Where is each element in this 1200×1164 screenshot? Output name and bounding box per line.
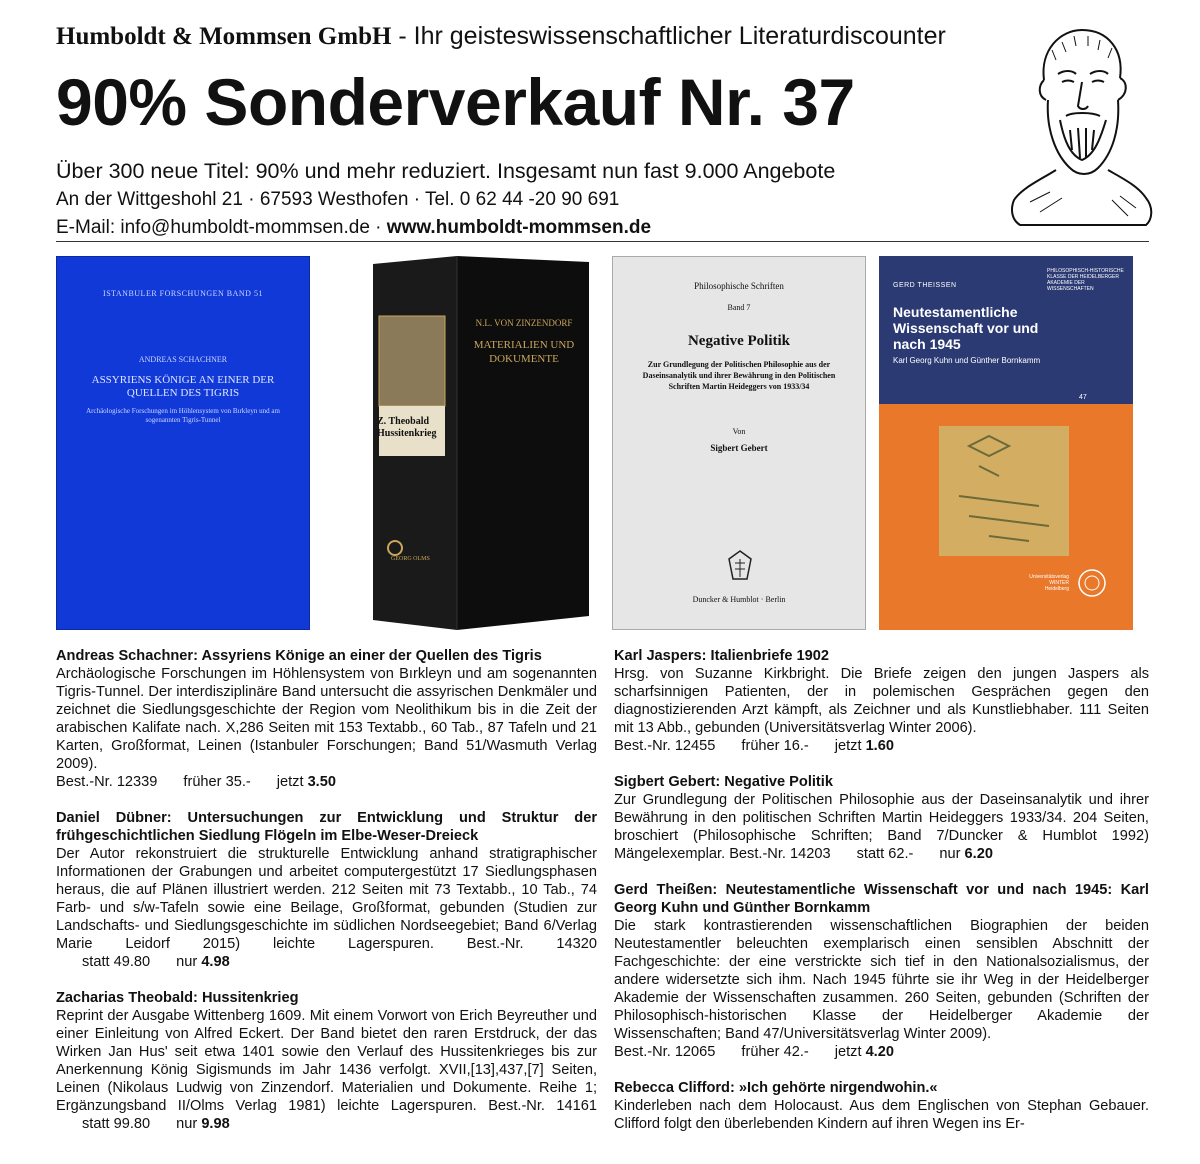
order-line (614, 1044, 894, 1060)
page-title: 90% Sonderverkauf Nr. 37 (56, 65, 855, 139)
cover-series: ISTANBULER FORSCHUNGEN BAND 51 (103, 289, 263, 298)
publisher-emblem-icon (725, 549, 755, 583)
cover-subtitle: Zur Grundlegung der Politischen Philosophie aus der Daseinsanalytik und ihrer Bewährung in den Politischen Schriften Martin Heideggers von 1933/34 (642, 360, 836, 391)
new-price-label: nur (176, 1116, 202, 1132)
cover-series: Philosophische Schriften (694, 281, 784, 291)
entry-description: Kinderleben nach dem Holocaust. Aus dem Englischen von Stephan Gebauer. Clifford folgt den überlebenden Kindern auf ihren Wegen ins Er- (614, 1098, 1149, 1132)
entry-title[interactable]: Rebecca Clifford: »Ich gehörte nirgendwohin.« (614, 1080, 938, 1096)
list-item (56, 647, 597, 791)
cover-publisher: Duncker & Humblot · Berlin (692, 595, 786, 604)
entry-description: Die stark kontrastierenden wissenschaftlichen Biographien der beiden Neutestamentler beleuchten exemplarisch einen sensiblen Abschnitt der Fachgeschichte: der eine verstrickte sich tief in den Nationalsozialismus, der andere widersetzte sich ihm. Nach 1945 führte sie ihr Weg in der Heidelberger Akademie der Wissenschaften zusammen. 260 Seiten, gebunden (Schriften der Philosophisch-historischen Klasse der Heidelberger Akademie der Wissenschaften; Band 47/Universitätsverlag Winter 2009). (614, 918, 1149, 1042)
old-price: früher 42.- (741, 1044, 809, 1060)
old-price: statt 99.80 (82, 1116, 151, 1132)
entry-description: Zur Grundlegung der Politischen Philosophie aus der Daseinsanalytik und ihrer Bewährung in den politischen Schriften Martin Heideggers 1933/34. 204 Seiten, broschiert (Philosophische Schriften; Band 7/Duncker & Humblot 1992) Mängelexemplar. Best.-Nr. 14203 (614, 792, 1149, 862)
email-text[interactable]: E-Mail: info@humboldt-mommsen.de · (56, 217, 387, 238)
inscription-stone-icon (929, 416, 1079, 566)
new-price: 6.20 (964, 846, 993, 862)
cover-author: N.L. VON ZINZENDORF (475, 318, 573, 328)
book-cover-assyriens[interactable] (56, 256, 310, 630)
new-price: 4.20 (865, 1044, 894, 1060)
entry-description: Hrsg. von Suzanne Kirkbright. Die Briefe zeigen den jungen Jaspers als scharfsinnigen Patienten, der in polemischen Gesprächen gegen den diagnostizierenden Arzt kämpft, als Zeichner und als Kunstliebhaber. 111 Seiten mit 13 Abb., gebunden (Universitätsverlag Winter 2006). (614, 666, 1149, 736)
entry-description: Archäologische Forschungen im Höhlensystem von Bırkleyn und am sogenannten Tigris-Tunnel. Der interdisziplinäre Band untersucht die assyrischen Denkmäler und zeichnet die Siedlungsgeschichte der Region vom Neolithikum bis in die Zeit der arabischen Kalifate nach. X,286 Seiten mit 153 Textabb., 60 Tab., 87 Tafeln und 21 Karten, Großformat, Leinen (Istanbuler Forschungen; Band 51/Wasmuth Verlag 2009). (56, 666, 597, 772)
book-volume-illustration (371, 256, 591, 630)
divider (56, 241, 1149, 242)
company-line (56, 22, 946, 51)
cover-number: 47 (1079, 394, 1087, 401)
new-price-label: nur (939, 846, 965, 862)
cover-publisher: Universitätsverlag WINTER Heidelberg (1029, 574, 1069, 592)
entry-title[interactable]: Sigbert Gebert: Negative Politik (614, 774, 833, 790)
list-item (614, 881, 1149, 1061)
new-price: 1.60 (865, 738, 894, 754)
old-price: früher 16.- (741, 738, 809, 754)
list-item (56, 809, 597, 971)
cover-von: Von (732, 427, 746, 436)
new-price: 9.98 (201, 1116, 230, 1132)
new-price-label: jetzt (834, 1044, 866, 1060)
cover-title: ASSYRIENS KÖNIGE AN EINER DER QUELLEN DES TIGRIS (91, 374, 275, 399)
old-price: statt 49.80 (82, 954, 151, 970)
book-cover-neutestamentliche[interactable] (879, 256, 1133, 630)
contact-line (56, 217, 651, 239)
old-price: früher 35.- (183, 774, 251, 790)
cover-publisher: GEORG OLMS (391, 556, 430, 562)
spine-title: Z. Theobald Hussitenkrieg (377, 416, 437, 439)
order-line (56, 1116, 230, 1132)
tagline: - Ihr geisteswissenschaftlicher Literaturdiscounter (391, 22, 946, 50)
cover-series: PHILOSOPHISCH-HISTORISCHE KLASSE DER HEIDELBERGER AKADEMIE DER WISSENSCHAFTEN (1047, 268, 1124, 292)
philosopher-bust-icon (1000, 20, 1160, 235)
list-item (614, 773, 1149, 863)
list-item (56, 989, 597, 1133)
subline: Über 300 neue Titel: 90% und mehr reduziert. Insgesamt nun fast 9.000 Angebote (56, 159, 836, 183)
entry-title[interactable]: Andreas Schachner: Assyriens Könige an einer der Quellen des Tigris (56, 648, 542, 664)
book-cover-hussitenkrieg[interactable] (341, 256, 595, 630)
new-price-label: nur (176, 954, 202, 970)
cover-subtitle: Archäologische Forschungen im Höhlensystem von Bırkleyn und am sogenannten Tigris-Tunnel (86, 407, 280, 424)
list-item (614, 1079, 1149, 1133)
list-item (614, 647, 1149, 755)
cover-title: Negative Politik (687, 333, 791, 349)
order-line (56, 774, 336, 790)
address: An der Wittgeshohl 21 · 67593 Westhofen · Tel. 0 62 44 -20 90 691 (56, 189, 620, 210)
new-price-label: jetzt (834, 738, 866, 754)
order-line (614, 738, 894, 754)
cover-title: Neutestamentliche Wissenschaft vor und nach 1945 (893, 304, 1039, 352)
new-price: 3.50 (307, 774, 336, 790)
cover-author: ANDREAS SCHACHNER (138, 355, 228, 364)
new-price-label: jetzt (276, 774, 308, 790)
entry-title[interactable]: Daniel Dübner: Untersuchungen zur Entwicklung und Struktur der frühgeschichtlichen Siedlung Flögeln im Elbe-Weser-Dreieck (56, 810, 597, 844)
cover-author: Sigbert Gebert (710, 443, 768, 453)
left-column (56, 647, 597, 1151)
entry-title[interactable]: Gerd Theißen: Neutestamentliche Wissenschaft vor und nach 1945: Karl Georg Kuhn und Günther Bornkamm (614, 882, 1149, 916)
cover-title: MATERIALIEN UND DOKUMENTE (473, 339, 575, 365)
book-cover-negative-politik[interactable] (612, 256, 866, 630)
new-price: 4.98 (201, 954, 230, 970)
entry-title[interactable]: Zacharias Theobald: Hussitenkrieg (56, 990, 299, 1006)
cover-author: GERD THEISSEN (893, 282, 957, 289)
entry-description: Der Autor rekonstruiert die strukturelle Entwicklung anhand stratigraphischer Informationen der Grabungen und arbeitet computergestützt 17 Siedlungsphasen heraus, die auf Plänen illustriert werden. 212 Seiten mit 73 Textabb., 10 Tab., 74 Farb- und s/w-Tafeln sowie eine Beilage, Großformat, gebunden (Studien zur Landschafts- und Siedlungsgeschichte im südlichen Nordseegebiet; Band 6/Verlag Marie Leidorf 2015) leichte Lagerspuren. Best.-Nr. 14320 (56, 846, 597, 952)
entry-description: Reprint der Ausgabe Wittenberg 1609. Mit einem Vorwort von Erich Beyreuther und einer Einleitung von Alfred Eckert. Der Band bietet den raren Erstdruck, der das Wirken Jan Hus' seit etwa 1401 sowie den Verlauf des Hussitenkrieges bis zur Anerkennung König Sigismunds im Jahr 1436 verfolgt. XVII,[13],437,[7] Seiten, Leinen (Nikolaus Ludwig von Zinzendorf. Materialien und Dokumente. Reihe 1; Ergänzungsband II/Olms Verlag 1981) leichte Lagerspuren. Best.-Nr. 14161 (56, 1008, 597, 1114)
publisher-seal-icon (1077, 568, 1107, 598)
order-number: Best.-Nr. 12065 (614, 1044, 716, 1060)
cover-band: Band 7 (727, 303, 751, 312)
entry-title[interactable]: Karl Jaspers: Italienbriefe 1902 (614, 648, 829, 664)
order-number: Best.-Nr. 12339 (56, 774, 158, 790)
website-link[interactable]: www.humboldt-mommsen.de (386, 217, 652, 238)
old-price: statt 62.- (856, 846, 914, 862)
cover-subtitle: Karl Georg Kuhn und Günther Bornkamm (893, 356, 1041, 365)
order-line (831, 846, 993, 862)
right-column (614, 647, 1149, 1151)
order-line (56, 954, 230, 970)
company-name: Humboldt & Mommsen GmbH (56, 23, 392, 50)
order-number: Best.-Nr. 12455 (614, 738, 716, 754)
